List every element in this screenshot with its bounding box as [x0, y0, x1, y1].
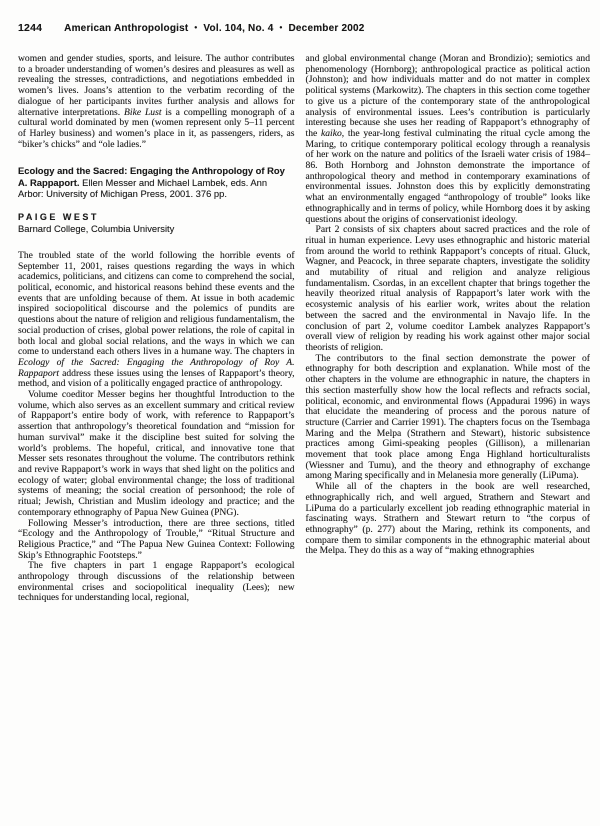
paragraph-part-one-continued — [306, 54, 590, 225]
paragraph-part-two: Part 2 consists of six chapters about sacred practices and the role of ritual in human experience. Levy uses ethnographic and historic material from around the world to rethink Rappaport’s concepts of ritual. Gluck, Wagner, and Peacock, in three separate chapters, investigate the solidity and mutability of ritual and religion and analyze religious fundamentalism. Csordas, in an excellent chapter that brings together the heavily theorized ritual analysis of Rappaport’s later work with the ecosystemic analysis of his earlier work, writes about the relation between the sacred and the environmental in Navajo life. In the conclusion of part 2, volume coeditor Lambek analyzes Rappaport’s overall view of religion by reading his work against other major social theorists of religion. — [305, 224, 590, 353]
bullet-separator: • — [194, 23, 198, 32]
paragraph-part-one: The five chapters in part 1 engage Rappaport’s ecological anthropology through discussions of the relationship between environmental crises and sociopolitical inequality (Lees); new techniques for understanding local, regional, — [18, 560, 295, 604]
reviewed-book-title: Ecology and the Sacred: Engaging the Anthropology of Roy A. Rappaport. — [18, 165, 285, 188]
reviewer-name: PAIGE WEST — [18, 211, 99, 222]
reviewer-affiliation: Barnard College, Columbia University — [18, 223, 175, 235]
paragraph-text: is a compelling monograph of a cultural world dominated by men (women represent only 5–11 percent of Harley business) and women’s place in it, as passengers, riders, as “biker’s chicks” and “ole ladies.” — [18, 106, 295, 150]
paragraph-final-section: The contributors to the final section demonstrate the power of ethnography for both description and explanation. While most of the other chapters in the volume are ethnographic in nature, the chapters in this section masterfully show how the local reflects and refracts social, political, economic, and environmental flows (Appadurai 1996) in ways that elucidate the meandering of process and the porous nature of structure (Carrier and Carrier 1991). The chapters focus on the Tsembaga Maring and the Melpa (Strathern and Stewart), historic subsistence practices among Gimi-speaking peoples (Gillison), a millenarian movement that took place among Enga Highland horticulturalists (Wiessner and Tumu), and the theory and ethnography of exchange among Maring specifically and in Melanesia more generally (LiPuma). — [305, 352, 590, 482]
paragraph-text: address these issues using the lenses of Rappaport’s theory, method, and vision of a politically engaged practice of anthropology. — [18, 367, 295, 390]
left-column — [18, 54, 295, 604]
reviewer-block — [18, 211, 295, 235]
book-title-italic: Bike Lust — [124, 106, 162, 118]
reviewed-book-details: Ellen Messer and Michael Lambek, eds. Ann Arbor: University of Michigan Press, 2001. 376 pp. — [18, 176, 268, 199]
right-column — [306, 54, 590, 604]
volume-issue: Vol. 104, No. 4 — [203, 23, 274, 34]
paragraph-text: , the year-long festival culminating the ritual cycle among the Maring, to critique contemporary political ecology through a reanalysis of her work on the nature and politics of the Israeli water crisis of 1984–86. Both Hornborg and Johnston demonstrate the importance of anthropological theory and method in contemporary examinations of environmental issues. Johnston does this by explicitly demonstrating what an environmentally engaged “anthropology of trouble” looks like ethnographically and in terms of policy, while Hornborg does it by asking questions about the origins of conservationist ideology. — [305, 127, 591, 225]
paragraph-text: women and gender studies, sports, and leisure. The author contributes to a broader understanding of women’s desires and pleasures as well as revealing the stresses, contradictions, and negotiations embedded in women’s lives. Joans’s attention to the verbatim recording of the dialogue of her participants invites further analysis and allows for alternative interpretations. — [18, 53, 295, 118]
bullet-separator: • — [279, 23, 283, 32]
paragraph-messer-introduction: Volume coeditor Messer begins her thoughtful Introduction to the volume, which also serves as an excellent summary and critical review of Rappaport’s entire body of work, with reference to Rappaport’s assertion that anthropology’s theoretical foundation and “mission for human survival” make it the discipline best suited for solving the world’s problems. The hopeful, critical, and innovative tone that Messer sets resonates throughout the volume. The contributors rethink and revive Rappaport’s work in ways that shed light on the politics and ecology of water; global environmental change; the loss of traditional systems of meaning; the social creation of personhood; the role of ritual; Jewish, Christian and Muslim ideology and practice; and the contemporary ethnography of Papua New Guinea (PNG). — [18, 389, 295, 518]
running-head — [18, 22, 590, 34]
paragraph-text: and global environmental change (Moran and Brondizio); semiotics and phenomenology (Hornborg); anthropological practice as political action (Johnston); and how individuals matter and do not matter in complex political systems (Markowitz). The chapters in this section come together to give us a picture of the contemporary state of the anthropological analysis of environmental issues. Lees’s contribution is particularly interesting because she uses her reading of Rappaport’s ethnography of the — [305, 53, 590, 139]
page-number: 1244 — [18, 22, 43, 34]
issue-date: December 2002 — [288, 23, 365, 34]
paragraph-three-sections: Following Messer’s introduction, there are three sections, titled “Ecology and the Anthropology of Trouble,” “Ritual Structure and Religious Practice,” and “The Papua New Guinea Context: Following Skip’s Ethnographic Footsteps.” — [18, 517, 295, 561]
paragraph-text: The troubled state of the world following the horrible events of September 11, 2001, raises questions regarding the ways in which academics, politicians, and citizens can come to comprehend the social, political, economic, and historical reasons behind these events and the events that are unfolding because of them. At issue in both academic inspired sociopolitical discourse and the polemics of pundits are questions about the nature of religion and religious fundamentalism, the social production of crises, global power relations, the role of capital in both local and global social relations, and the ways in which we can come to understand each others lives in a humane way. The chapters in — [18, 249, 295, 358]
paragraph-strathern-stewart: While all of the chapters in the book are well researched, ethnographically rich, and well argued, Strathern and Stewart and LiPuma do a particularly excellent job reading ethnographic material in fascinating ways. Strathern and Stewart return to “the corpus of ethnography” (p. 277) about the Maring, rethink its components, and compare them to similar components in the ethnographic material about the Melpa. They do this as a way of “making ethnographies — [305, 481, 590, 557]
review-citation-heading — [18, 165, 295, 199]
foreign-term-italic: kaiko — [320, 127, 342, 139]
paragraph-continuation-bike-lust — [18, 54, 295, 150]
book-title-italic: Ecology of the Sacred: Engaging the Anthropology of Roy A. Rappaport — [18, 356, 295, 379]
two-column-body — [18, 54, 590, 604]
paragraph-review-intro — [18, 251, 295, 390]
journal-title: American Anthropologist — [64, 23, 189, 34]
